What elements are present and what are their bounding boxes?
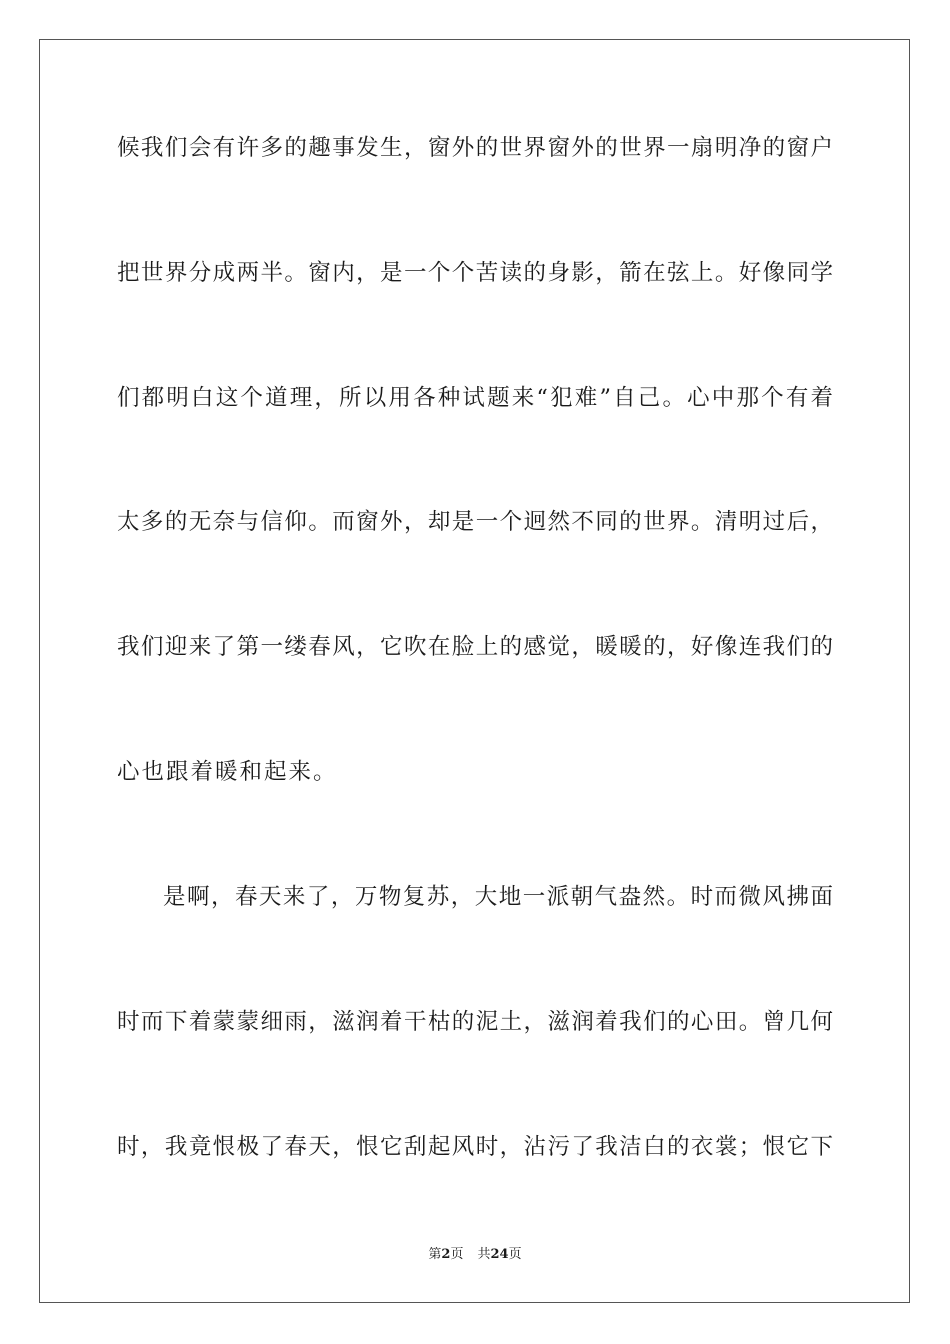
- total-pages: 24: [490, 1247, 509, 1262]
- total-prefix: 共: [477, 1247, 491, 1262]
- page-prefix: 第: [428, 1247, 442, 1262]
- body-text-line-8: 时而下着蒙蒙细雨，滋润着干枯的泥土，滋润着我们的心田。曾几何: [117, 1009, 833, 1035]
- body-text-line-9: 时，我竟恨极了春天，恨它刮起风时，沾污了我洁白的衣裳；恨它下: [117, 1134, 833, 1160]
- page-footer: [0, 1245, 950, 1265]
- body-text-line-7: 是啊，春天来了，万物复苏，大地一派朝气盎然。时而微风拂面: [163, 884, 833, 910]
- body-text-line-6: 心也跟着暖和起来。: [117, 759, 338, 785]
- body-text-line-3: 们都明白这个道理，所以用各种试题来“犯难”自己。心中那个有着: [117, 385, 833, 411]
- body-text-line-5: 我们迎来了第一缕春风，它吹在脸上的感觉，暖暖的，好像连我们的: [117, 634, 833, 660]
- body-text-line-1: 候我们会有许多的趣事发生，窗外的世界窗外的世界一扇明净的窗户: [117, 135, 833, 161]
- body-text-line-4: 太多的无奈与信仰。而窗外，却是一个迥然不同的世界。清明过后，: [117, 509, 833, 535]
- total-suffix: 页: [508, 1247, 522, 1262]
- page-border: [39, 39, 910, 1303]
- page-number: 2: [441, 1247, 451, 1262]
- body-text-line-2: 把世界分成两半。窗内，是一个个苦读的身影，箭在弦上。好像同学: [117, 260, 833, 286]
- page-suffix: 页: [450, 1247, 464, 1262]
